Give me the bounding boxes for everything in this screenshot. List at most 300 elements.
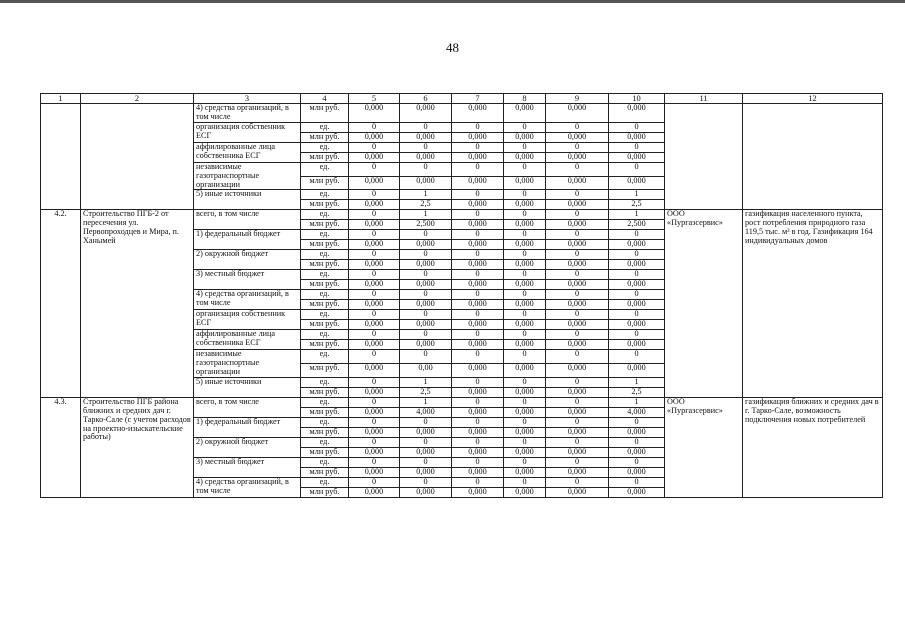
- unit-cell: млн руб.: [301, 427, 349, 437]
- value-cell: 0: [349, 122, 400, 132]
- value-cell: 0: [349, 350, 400, 364]
- unit-cell: млн руб.: [301, 104, 349, 123]
- funding-source-cell: 3) местный бюджет: [194, 270, 301, 290]
- value-cell: 0,000: [452, 220, 504, 230]
- column-number: 3: [194, 94, 301, 104]
- table-row: [41, 104, 883, 123]
- value-cell: 0,000: [400, 300, 452, 310]
- value-cell: 0,000: [504, 447, 546, 457]
- table-row: [41, 397, 883, 407]
- value-cell: 0: [504, 162, 546, 176]
- value-cell: 0,000: [609, 280, 665, 290]
- project-name-cell: Строительство ПГБ-2 от пересечения ул. Первопроходцев и Мира, п. Ханымей: [81, 210, 194, 398]
- value-cell: 0: [452, 162, 504, 176]
- unit-cell: млн руб.: [301, 340, 349, 350]
- value-cell: 0: [546, 190, 609, 200]
- value-cell: 0,000: [609, 467, 665, 477]
- value-cell: 0: [504, 142, 546, 152]
- value-cell: 0,000: [349, 200, 400, 210]
- value-cell: 0: [609, 330, 665, 340]
- unit-cell: ед.: [301, 190, 349, 200]
- item-number-cell: 4.3.: [41, 397, 81, 497]
- unit-cell: ед.: [301, 142, 349, 152]
- value-cell: 0: [349, 377, 400, 387]
- value-cell: 0,000: [504, 260, 546, 270]
- value-cell: 0,000: [400, 487, 452, 497]
- unit-cell: ед.: [301, 417, 349, 427]
- value-cell: 0: [349, 142, 400, 152]
- value-cell: 0,000: [400, 280, 452, 290]
- value-cell: 0,000: [504, 280, 546, 290]
- value-cell: 0: [504, 417, 546, 427]
- value-cell: 0,000: [609, 132, 665, 142]
- value-cell: 0: [609, 122, 665, 132]
- value-cell: 0,000: [349, 447, 400, 457]
- column-number: 6: [400, 94, 452, 104]
- value-cell: 2,500: [400, 220, 452, 230]
- value-cell: 0: [504, 210, 546, 220]
- funding-source-cell: аффилированные лица собственника ЕСГ: [194, 330, 301, 350]
- value-cell: 0,000: [609, 320, 665, 330]
- value-cell: 0,000: [546, 104, 609, 123]
- value-cell: 0,000: [452, 467, 504, 477]
- value-cell: 0: [349, 330, 400, 340]
- value-cell: 0: [400, 250, 452, 260]
- page-number: 48: [446, 40, 459, 55]
- value-cell: 0: [400, 142, 452, 152]
- funding-source-cell: 4) средства организаций, в том числе: [194, 477, 301, 497]
- value-cell: 0: [609, 310, 665, 320]
- value-cell: 0: [504, 250, 546, 260]
- value-cell: 0,000: [452, 300, 504, 310]
- value-cell: 0: [504, 477, 546, 487]
- executor-cell: ООО «Пургазсервис»: [665, 210, 743, 398]
- value-cell: 0,000: [400, 104, 452, 123]
- value-cell: 0,000: [349, 220, 400, 230]
- value-cell: 0: [400, 290, 452, 300]
- value-cell: 0,000: [349, 407, 400, 417]
- value-cell: 1: [609, 397, 665, 407]
- unit-cell: млн руб.: [301, 132, 349, 142]
- value-cell: 0,000: [504, 467, 546, 477]
- value-cell: 0: [546, 330, 609, 340]
- funding-source-cell: 3) местный бюджет: [194, 457, 301, 477]
- unit-cell: ед.: [301, 310, 349, 320]
- unit-cell: млн руб.: [301, 467, 349, 477]
- value-cell: 0: [400, 230, 452, 240]
- value-cell: 1: [609, 190, 665, 200]
- table-row: [41, 210, 883, 220]
- value-cell: 0,000: [452, 387, 504, 397]
- value-cell: 4,000: [609, 407, 665, 417]
- value-cell: 0: [609, 417, 665, 427]
- value-cell: 0,000: [452, 152, 504, 162]
- value-cell: 0,000: [400, 320, 452, 330]
- value-cell: 0,000: [452, 176, 504, 190]
- value-cell: 0,000: [609, 240, 665, 250]
- value-cell: 0,000: [452, 340, 504, 350]
- value-cell: 0,000: [452, 427, 504, 437]
- unit-cell: ед.: [301, 330, 349, 340]
- value-cell: 0,000: [609, 427, 665, 437]
- value-cell: 0: [609, 162, 665, 176]
- value-cell: 0,000: [546, 300, 609, 310]
- value-cell: 0: [609, 477, 665, 487]
- column-number: 5: [349, 94, 400, 104]
- unit-cell: млн руб.: [301, 364, 349, 378]
- value-cell: 2,5: [400, 387, 452, 397]
- value-cell: 0,000: [504, 340, 546, 350]
- value-cell: 0: [504, 190, 546, 200]
- value-cell: 0,000: [452, 260, 504, 270]
- value-cell: 0,000: [609, 340, 665, 350]
- effect-note-cell: газификация ближних и средних дач в г. Тарко-Сале, возможность подключения новых потребителей: [743, 397, 883, 497]
- unit-cell: млн руб.: [301, 487, 349, 497]
- value-cell: 0: [452, 350, 504, 364]
- value-cell: 0: [504, 270, 546, 280]
- unit-cell: ед.: [301, 397, 349, 407]
- value-cell: 0: [452, 142, 504, 152]
- value-cell: 0: [609, 270, 665, 280]
- funding-source-cell: 1) федеральный бюджет: [194, 230, 301, 250]
- value-cell: 0: [349, 210, 400, 220]
- value-cell: 0,000: [504, 152, 546, 162]
- value-cell: 0: [609, 457, 665, 467]
- value-cell: 0,000: [504, 240, 546, 250]
- value-cell: 0,000: [504, 132, 546, 142]
- value-cell: 0,000: [349, 364, 400, 378]
- value-cell: 0,000: [546, 487, 609, 497]
- page-top-rule: [0, 0, 905, 3]
- value-cell: 0: [400, 457, 452, 467]
- value-cell: 1: [400, 190, 452, 200]
- unit-cell: млн руб.: [301, 320, 349, 330]
- value-cell: 0,000: [504, 487, 546, 497]
- value-cell: 0: [546, 230, 609, 240]
- value-cell: 0,000: [349, 104, 400, 123]
- value-cell: 0,000: [349, 427, 400, 437]
- value-cell: 0: [546, 477, 609, 487]
- value-cell: 0,000: [400, 427, 452, 437]
- value-cell: 0: [349, 310, 400, 320]
- value-cell: 1: [609, 377, 665, 387]
- value-cell: 0,000: [546, 260, 609, 270]
- value-cell: 0: [609, 350, 665, 364]
- value-cell: 0,000: [400, 340, 452, 350]
- value-cell: 0,000: [452, 104, 504, 123]
- value-cell: 0,000: [349, 300, 400, 310]
- value-cell: 0,000: [349, 176, 400, 190]
- value-cell: 0,000: [609, 447, 665, 457]
- value-cell: 0: [400, 330, 452, 340]
- funding-source-cell: 1) федеральный бюджет: [194, 417, 301, 437]
- column-number-row: [41, 94, 883, 104]
- unit-cell: ед.: [301, 477, 349, 487]
- value-cell: 0: [400, 437, 452, 447]
- value-cell: 0,000: [452, 407, 504, 417]
- value-cell: 0,000: [504, 387, 546, 397]
- value-cell: 0: [400, 122, 452, 132]
- value-cell: 0: [504, 310, 546, 320]
- executor-cell: [665, 104, 743, 210]
- unit-cell: ед.: [301, 250, 349, 260]
- value-cell: 0,000: [546, 132, 609, 142]
- value-cell: 1: [400, 210, 452, 220]
- value-cell: 0,000: [546, 387, 609, 397]
- unit-cell: млн руб.: [301, 200, 349, 210]
- unit-cell: млн руб.: [301, 240, 349, 250]
- value-cell: 0,000: [400, 240, 452, 250]
- value-cell: 0,000: [349, 320, 400, 330]
- value-cell: 1: [400, 377, 452, 387]
- value-cell: 0: [609, 142, 665, 152]
- value-cell: 0,000: [546, 200, 609, 210]
- unit-cell: млн руб.: [301, 280, 349, 290]
- funding-source-cell: аффилированные лица собственника ЕСГ: [194, 142, 301, 162]
- funding-source-cell: организация собственник ЕСГ: [194, 122, 301, 142]
- unit-cell: ед.: [301, 350, 349, 364]
- value-cell: 0: [452, 122, 504, 132]
- value-cell: 0,000: [400, 467, 452, 477]
- unit-cell: млн руб.: [301, 220, 349, 230]
- funding-source-cell: 2) окружной бюджет: [194, 437, 301, 457]
- value-cell: 0: [546, 377, 609, 387]
- value-cell: 0,000: [546, 280, 609, 290]
- unit-cell: ед.: [301, 162, 349, 176]
- value-cell: 0: [546, 122, 609, 132]
- value-cell: 0,000: [349, 280, 400, 290]
- unit-cell: млн руб.: [301, 387, 349, 397]
- project-name-cell: [81, 104, 194, 210]
- value-cell: 0: [400, 350, 452, 364]
- value-cell: 0,000: [504, 176, 546, 190]
- unit-cell: млн руб.: [301, 260, 349, 270]
- column-number: 1: [41, 94, 81, 104]
- value-cell: 0: [609, 230, 665, 240]
- value-cell: 0: [349, 437, 400, 447]
- value-cell: 0,000: [546, 407, 609, 417]
- value-cell: 0: [349, 270, 400, 280]
- value-cell: 0: [504, 350, 546, 364]
- effect-note-cell: [743, 104, 883, 210]
- value-cell: 0,000: [452, 132, 504, 142]
- project-name-cell: Строительство ПГБ района ближних и средних дач г. Тарко-Сале (с учетом расходов на проектно-изыскательские работы): [81, 397, 194, 497]
- investment-program-table: [40, 93, 883, 498]
- unit-cell: ед.: [301, 457, 349, 467]
- value-cell: 0: [452, 457, 504, 467]
- item-number-cell: [41, 104, 81, 210]
- value-cell: 0,000: [400, 176, 452, 190]
- unit-cell: ед.: [301, 437, 349, 447]
- value-cell: 0,000: [609, 300, 665, 310]
- executor-cell: ООО «Пургазсервис»: [665, 397, 743, 497]
- value-cell: 0,000: [504, 200, 546, 210]
- value-cell: 0: [452, 210, 504, 220]
- unit-cell: ед.: [301, 377, 349, 387]
- funding-source-cell: независимые газотранспортные организации: [194, 350, 301, 378]
- value-cell: 0: [504, 122, 546, 132]
- column-number: 7: [452, 94, 504, 104]
- value-cell: 0: [452, 330, 504, 340]
- value-cell: 0: [504, 377, 546, 387]
- value-cell: 0: [609, 290, 665, 300]
- value-cell: 0: [400, 417, 452, 427]
- value-cell: 0,000: [452, 364, 504, 378]
- value-cell: 0,000: [546, 447, 609, 457]
- unit-cell: ед.: [301, 270, 349, 280]
- value-cell: 0,000: [504, 104, 546, 123]
- value-cell: 0,000: [546, 152, 609, 162]
- value-cell: 0: [349, 397, 400, 407]
- funding-source-cell: всего, в том числе: [194, 210, 301, 230]
- value-cell: 0: [546, 310, 609, 320]
- value-cell: 0,000: [609, 176, 665, 190]
- column-number: 11: [665, 94, 743, 104]
- value-cell: 0,000: [609, 260, 665, 270]
- value-cell: 1: [400, 397, 452, 407]
- value-cell: 0: [546, 210, 609, 220]
- value-cell: 0,000: [349, 487, 400, 497]
- value-cell: 0,000: [400, 152, 452, 162]
- value-cell: 0,000: [452, 280, 504, 290]
- value-cell: 0: [400, 270, 452, 280]
- value-cell: 0,000: [609, 487, 665, 497]
- value-cell: 0,000: [349, 132, 400, 142]
- unit-cell: ед.: [301, 230, 349, 240]
- value-cell: 0: [504, 290, 546, 300]
- value-cell: 0,000: [452, 200, 504, 210]
- value-cell: 0,00: [400, 364, 452, 378]
- column-number: 2: [81, 94, 194, 104]
- value-cell: 0,000: [504, 320, 546, 330]
- value-cell: 0,000: [504, 427, 546, 437]
- value-cell: 0: [504, 230, 546, 240]
- funding-source-cell: 5) иные источники: [194, 190, 301, 210]
- value-cell: 0: [452, 190, 504, 200]
- value-cell: 0: [349, 162, 400, 176]
- unit-cell: млн руб.: [301, 407, 349, 417]
- funding-source-cell: всего, в том числе: [194, 397, 301, 417]
- value-cell: 0,000: [349, 260, 400, 270]
- value-cell: 2,5: [609, 387, 665, 397]
- column-number: 12: [743, 94, 883, 104]
- effect-note-cell: газификация населенного пункта, рост потребления природного газа 119,5 тыс. м³ в год. Газификация 164 индивидуальных домов: [743, 210, 883, 398]
- value-cell: 0: [452, 477, 504, 487]
- value-cell: 0: [349, 457, 400, 467]
- value-cell: 0: [400, 477, 452, 487]
- value-cell: 0,000: [349, 340, 400, 350]
- value-cell: 0: [546, 457, 609, 467]
- value-cell: 0: [452, 437, 504, 447]
- column-number: 10: [609, 94, 665, 104]
- unit-cell: млн руб.: [301, 152, 349, 162]
- value-cell: 0: [546, 142, 609, 152]
- value-cell: 0: [546, 417, 609, 427]
- value-cell: 0,000: [546, 364, 609, 378]
- value-cell: 0,000: [546, 320, 609, 330]
- value-cell: 0,000: [452, 320, 504, 330]
- value-cell: 0: [546, 397, 609, 407]
- value-cell: 0: [546, 270, 609, 280]
- value-cell: 0,000: [400, 132, 452, 142]
- value-cell: 0,000: [504, 407, 546, 417]
- value-cell: 0: [452, 310, 504, 320]
- funding-source-cell: независимые газотранспортные организации: [194, 162, 301, 190]
- funding-source-cell: 2) окружной бюджет: [194, 250, 301, 270]
- value-cell: 0,000: [546, 220, 609, 230]
- value-cell: 0: [609, 250, 665, 260]
- value-cell: 0: [349, 417, 400, 427]
- value-cell: 0: [452, 397, 504, 407]
- value-cell: 0,000: [349, 240, 400, 250]
- unit-cell: млн руб.: [301, 300, 349, 310]
- unit-cell: ед.: [301, 210, 349, 220]
- column-number: 8: [504, 94, 546, 104]
- value-cell: 0: [452, 290, 504, 300]
- value-cell: 0,000: [546, 240, 609, 250]
- funding-source-cell: 4) средства организаций, в том числе: [194, 290, 301, 310]
- value-cell: 0: [609, 437, 665, 447]
- value-cell: 0,000: [452, 240, 504, 250]
- value-cell: 0: [546, 437, 609, 447]
- value-cell: 0: [452, 417, 504, 427]
- value-cell: 4,000: [400, 407, 452, 417]
- value-cell: 0,000: [400, 260, 452, 270]
- value-cell: 0: [349, 190, 400, 200]
- value-cell: 0: [546, 290, 609, 300]
- value-cell: 0: [452, 230, 504, 240]
- item-number-cell: 4.2.: [41, 210, 81, 398]
- value-cell: 0,000: [452, 447, 504, 457]
- value-cell: 0,000: [546, 427, 609, 437]
- value-cell: 0: [546, 350, 609, 364]
- value-cell: 0: [452, 377, 504, 387]
- value-cell: 0,000: [349, 467, 400, 477]
- value-cell: 0: [349, 250, 400, 260]
- value-cell: 0: [504, 457, 546, 467]
- value-cell: 0,000: [609, 104, 665, 123]
- value-cell: 0: [504, 330, 546, 340]
- value-cell: 0: [546, 250, 609, 260]
- funding-source-cell: 4) средства организаций, в том числе: [194, 104, 301, 123]
- value-cell: 0,000: [546, 176, 609, 190]
- value-cell: 1: [609, 210, 665, 220]
- value-cell: 0,000: [504, 220, 546, 230]
- value-cell: 0,000: [546, 467, 609, 477]
- value-cell: 2,500: [609, 220, 665, 230]
- value-cell: 0,000: [349, 152, 400, 162]
- value-cell: 0: [400, 162, 452, 176]
- unit-cell: млн руб.: [301, 176, 349, 190]
- value-cell: 0,000: [452, 487, 504, 497]
- value-cell: 0,000: [609, 364, 665, 378]
- unit-cell: ед.: [301, 122, 349, 132]
- value-cell: 0: [349, 230, 400, 240]
- value-cell: 0: [349, 290, 400, 300]
- value-cell: 0,000: [400, 447, 452, 457]
- value-cell: 2,5: [400, 200, 452, 210]
- value-cell: 0: [452, 250, 504, 260]
- value-cell: 0: [400, 310, 452, 320]
- value-cell: 2,5: [609, 200, 665, 210]
- value-cell: 0,000: [504, 300, 546, 310]
- table-body: [41, 104, 883, 498]
- funding-source-cell: организация собственник ЕСГ: [194, 310, 301, 330]
- value-cell: 0: [504, 397, 546, 407]
- value-cell: 0,000: [349, 387, 400, 397]
- funding-source-cell: 5) иные источники: [194, 377, 301, 397]
- value-cell: 0: [452, 270, 504, 280]
